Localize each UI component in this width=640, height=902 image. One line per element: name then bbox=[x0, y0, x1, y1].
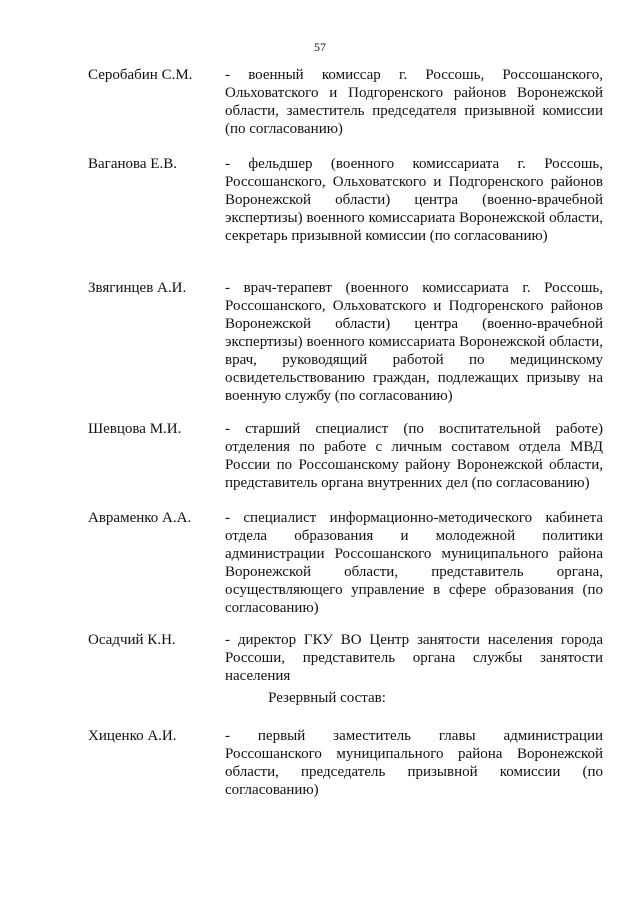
member-name: Серобабин С.М. bbox=[88, 67, 193, 83]
member-name: Осадчий К.Н. bbox=[88, 632, 176, 648]
member-name: Хиценко А.И. bbox=[88, 728, 177, 744]
member-description: - военный комиссар г. Россошь, Россошанского, Ольховатского и Подгоренского районов Воронежской области, заместитель председателя призывной комиссии (по согласованию) bbox=[225, 67, 603, 137]
member-description: - первый заместитель главы администрации Россошанского муниципального района Воронежской области, председатель призывной комиссии (по согласованию) bbox=[225, 728, 603, 798]
member-description: - фельдшер (военного комиссариата г. Россошь, Россошанского, Ольховатского и Подгоренского районов Воронежской области) центра (военно-врачебной экспертизы) военного комиссариата Воронежской области, секретарь призывной комиссии (по согласованию) bbox=[225, 156, 603, 244]
member-name: Звягинцев А.И. bbox=[88, 280, 187, 296]
reserve-section-title: Резервный состав: bbox=[268, 690, 386, 706]
member-name: Авраменко А.А. bbox=[88, 510, 192, 526]
member-name: Шевцова М.И. bbox=[88, 421, 182, 437]
page-number: 57 bbox=[314, 40, 326, 54]
member-description: - директор ГКУ ВО Центр занятости населения города Россоши, представитель органа службы занятости населения bbox=[225, 632, 603, 684]
member-description: - старший специалист (по воспитательной работе) отделения по работе с личным составом отдела МВД России по Россошанскому району Воронежской области, представитель органа внутренних дел (по согласованию) bbox=[225, 421, 603, 491]
member-name: Ваганова Е.В. bbox=[88, 156, 177, 172]
member-description: - врач-терапевт (военного комиссариата г. Россошь, Россошанского, Ольховатского и Подгоренского районов Воронежской области) центра (военно-врачебной экспертизы) военного комиссариата Воронежской области, врач, руководящий работой по медицинскому освидетельствованию граждан, подлежащих призыву на военную службу (по согласованию) bbox=[225, 280, 603, 404]
member-description: - специалист информационно-методического кабинета отдела образования и молодежной политики администрации Россошанского муниципального района Воронежской области, представитель органа, осуществляющего управление в сфере образования (по согласованию) bbox=[225, 510, 603, 616]
